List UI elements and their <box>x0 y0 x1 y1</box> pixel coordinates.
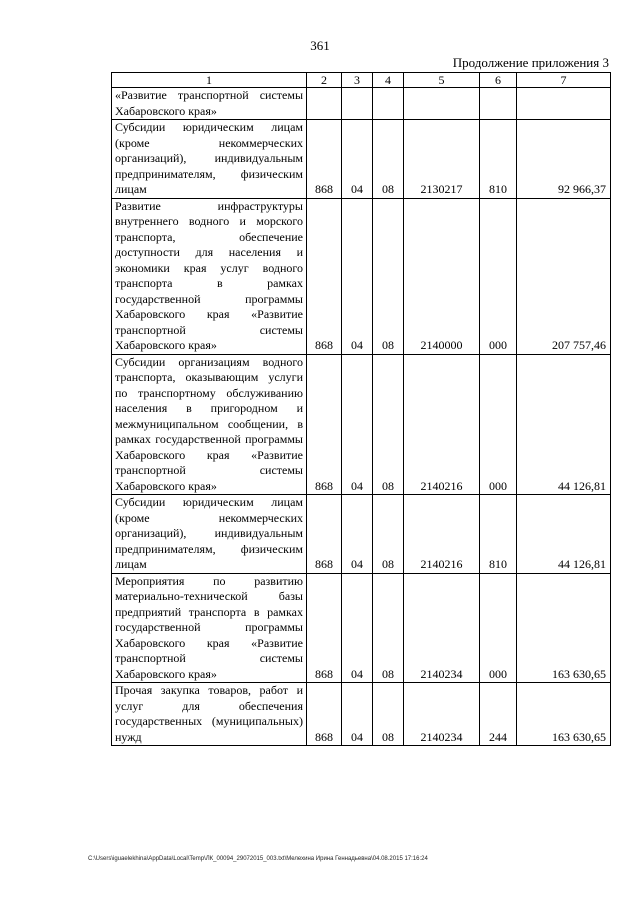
header-cell-5: 5 <box>404 73 480 88</box>
header-cell-3: 3 <box>342 73 373 88</box>
row-code-2: 868 <box>307 573 342 683</box>
row-code-4: 08 <box>373 354 404 495</box>
row-code-4: 08 <box>373 683 404 746</box>
row-code-2: 868 <box>307 354 342 495</box>
row-code-5: 2130217 <box>404 120 480 199</box>
row-name: Субсидии организациям водного транспорта, оказывающим услуги по транспортному обслуживанию населения в пригородном и межмуниципальном сообщении, в рамках государственной программы Хабаровского края «Развитие транспортной системы Хабаровского края» <box>112 354 307 495</box>
row-name: «Развитие транспортной системы Хабаровского края» <box>112 88 307 120</box>
row-amount: 92 966,37 <box>517 120 611 199</box>
row-code-4: 08 <box>373 120 404 199</box>
table-row <box>112 88 611 120</box>
row-name: Развитие инфраструктуры внутреннего водного и морского транспорта, обеспечение доступности для населения и экономики края услуг водного транспорта в рамках государственной программы Хабаровского края «Развитие транспортной системы Хабаровского края» <box>112 198 307 354</box>
row-code-4: 08 <box>373 573 404 683</box>
row-code-3: 04 <box>342 683 373 746</box>
row-code-2: 868 <box>307 683 342 746</box>
table-row <box>112 573 611 683</box>
row-code-3: 04 <box>342 198 373 354</box>
row-code-3: 04 <box>342 120 373 199</box>
row-code-3: 04 <box>342 354 373 495</box>
row-code-5: 2140234 <box>404 683 480 746</box>
row-code-6: 810 <box>480 495 517 574</box>
row-amount: 44 126,81 <box>517 354 611 495</box>
row-code-6: 000 <box>480 573 517 683</box>
row-name: Субсидии юридическим лицам (кроме некоммерческих организаций), индивидуальным предпринимателям, физическим лицам <box>112 120 307 199</box>
row-code-5: 2140216 <box>404 495 480 574</box>
row-code-3 <box>342 88 373 120</box>
file-path-footer: C:\Users\iguaelekhina\AppData\Local\Temp\ЛК_00094_29072015_003.txt\Мелехина Ирина Геннадьевна\04.08.2015 17:16:24 <box>88 856 428 862</box>
row-name: Субсидии юридическим лицам (кроме некоммерческих организаций), индивидуальным предпринимателям, физическим лицам <box>112 495 307 574</box>
row-amount <box>517 88 611 120</box>
row-amount: 163 630,65 <box>517 573 611 683</box>
row-code-2 <box>307 88 342 120</box>
row-code-3: 04 <box>342 495 373 574</box>
table-row <box>112 683 611 746</box>
table-row <box>112 198 611 354</box>
row-name: Мероприятия по развитию материально-технической базы предприятий транспорта в рамках государственной программы Хабаровского края «Развитие транспортной системы Хабаровского края» <box>112 573 307 683</box>
row-code-5: 2140000 <box>404 198 480 354</box>
table-row <box>112 354 611 495</box>
row-name: Прочая закупка товаров, работ и услуг для обеспечения государственных (муниципальных) нужд <box>112 683 307 746</box>
row-code-5 <box>404 88 480 120</box>
header-cell-4: 4 <box>373 73 404 88</box>
row-code-4: 08 <box>373 495 404 574</box>
row-code-6: 810 <box>480 120 517 199</box>
table-row <box>112 495 611 574</box>
row-code-5: 2140216 <box>404 354 480 495</box>
row-code-6: 000 <box>480 198 517 354</box>
row-amount: 207 757,46 <box>517 198 611 354</box>
row-code-4: 08 <box>373 198 404 354</box>
header-cell-7: 7 <box>517 73 611 88</box>
row-amount: 44 126,81 <box>517 495 611 574</box>
row-code-3: 04 <box>342 573 373 683</box>
row-code-6 <box>480 88 517 120</box>
row-code-2: 868 <box>307 198 342 354</box>
header-row <box>112 73 611 88</box>
header-cell-6: 6 <box>480 73 517 88</box>
row-code-2: 868 <box>307 120 342 199</box>
continuation-label: Продолжение приложения 3 <box>452 55 609 70</box>
row-code-6: 000 <box>480 354 517 495</box>
row-code-4 <box>373 88 404 120</box>
row-amount: 163 630,65 <box>517 683 611 746</box>
row-code-6: 244 <box>480 683 517 746</box>
header-cell-1: 1 <box>112 73 307 88</box>
row-code-5: 2140234 <box>404 573 480 683</box>
table-row <box>112 120 611 199</box>
appendix-table <box>111 72 611 746</box>
page-number: 361 <box>310 38 330 53</box>
row-code-2: 868 <box>307 495 342 574</box>
header-cell-2: 2 <box>307 73 342 88</box>
